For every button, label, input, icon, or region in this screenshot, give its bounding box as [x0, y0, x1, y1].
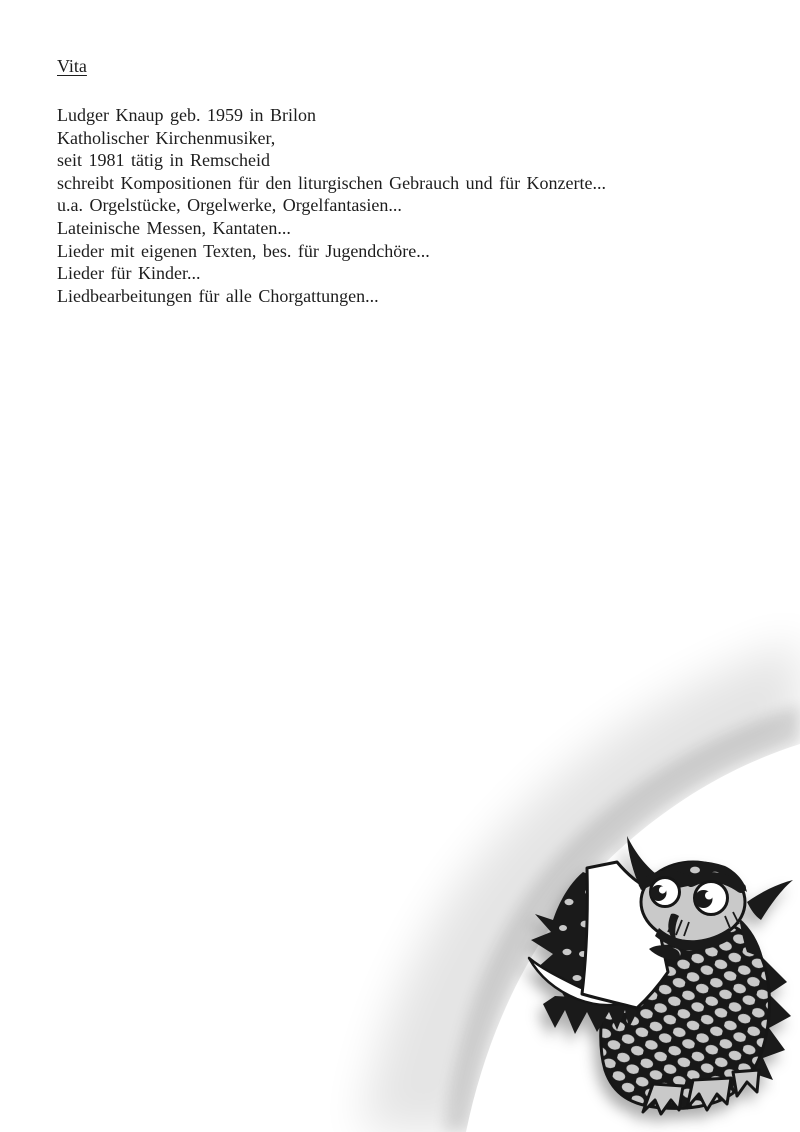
vita-line: u.a. Orgelstücke, Orgelwerke, Orgelfantasien...	[57, 195, 402, 216]
owl-right-ear-tuft	[747, 880, 793, 920]
vita-line: Ludger Knaup geb. 1959 in Brilon	[57, 105, 316, 125]
page-title: Vita	[57, 56, 87, 76]
vita-text-block	[57, 104, 760, 307]
owl-right-glint	[705, 892, 713, 900]
vita-line: Katholischer Kirchenmusiker,	[57, 127, 276, 148]
vita-line: seit 1981 tätig in Remscheid	[57, 150, 270, 171]
vita-line: Lieder für Kinder...	[57, 263, 201, 284]
owl-holding-sheet-icon	[525, 832, 795, 1117]
vita-line: schreibt Kompositionen für den liturgischen Gebrauch und für Konzerte...	[57, 172, 607, 193]
owl-outer-claw	[733, 1070, 759, 1096]
owl-left-glint	[659, 886, 666, 893]
vita-line: Lieder mit eigenen Texten, bes. für Jugendchöre...	[57, 240, 430, 261]
vita-line: Lateinische Messen, Kantaten...	[57, 217, 291, 238]
vita-line: Liedbearbeitungen für alle Chorgattungen...	[57, 285, 379, 306]
vita-section	[0, 0, 800, 307]
